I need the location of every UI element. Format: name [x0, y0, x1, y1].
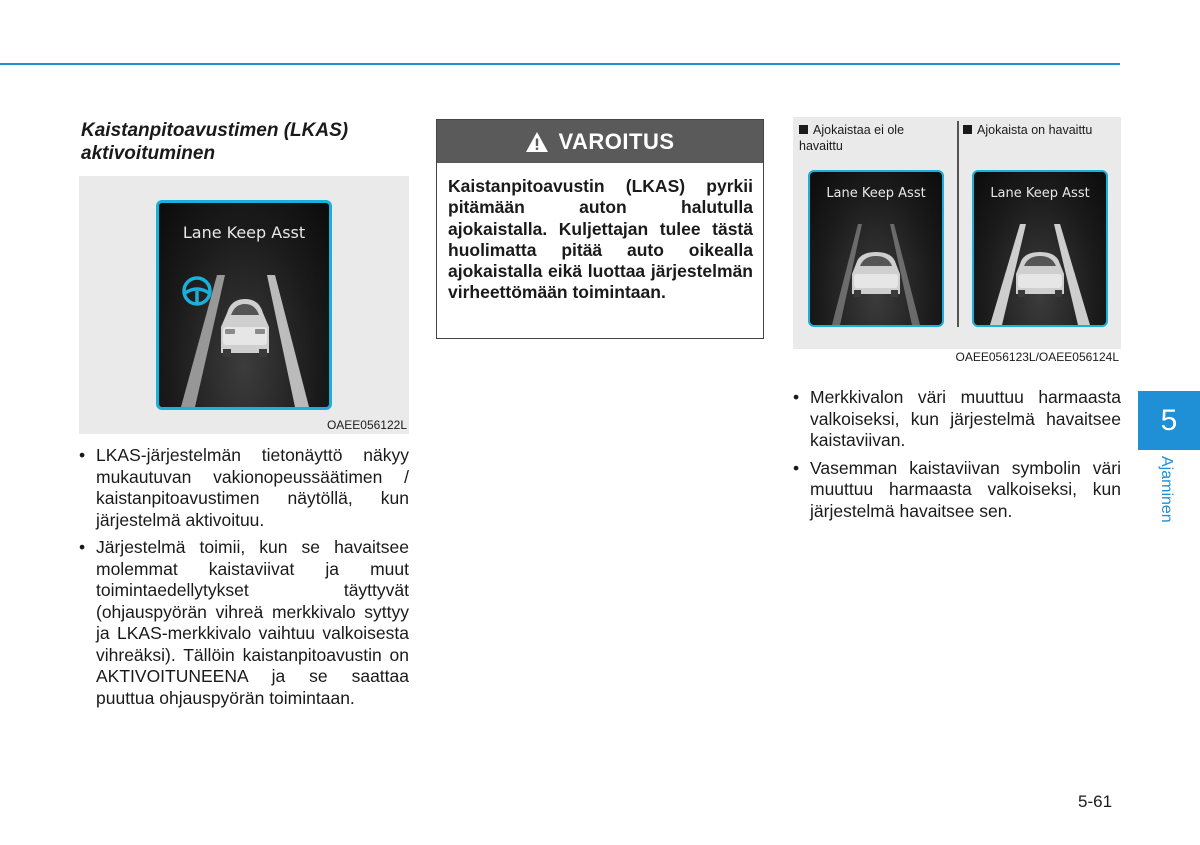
chapter-label: Ajaminen: [1158, 456, 1175, 523]
list-item: • LKAS-järjestelmän tietonäyttö näkyy mukautuvan vakionopeussäätimen / kaistanpitoavustimen näytöllä, kun järjestelmä aktivoituu.: [79, 445, 409, 531]
caption-not-detected: Ajokaistaa ei ole havaittu: [799, 123, 905, 153]
cluster-screen: [156, 200, 332, 410]
warning-box: [436, 119, 764, 339]
list-item: • Järjestelmä toimii, kun se havaitsee molemmat kaistaviivat ja muut toimintaedellytykset täyttyvät (ohjauspyörän vihreä merkkivalo syttyy ja LKAS-merkkivalo vaihtuu valkoisesta vihreäksi). Tällöin kaistanpitoavustin on AKTIVOITUNEENA ja se saattaa puuttua ohjauspyörän toimintaan.: [79, 537, 409, 709]
right-bullet-list: [793, 387, 1121, 528]
list-item: • Merkkivalon väri muuttuu harmaasta valkoiseksi, kun järjestelmä havaitsee kaistaviivan.: [793, 387, 1121, 452]
right-lane-line: [267, 275, 309, 407]
header-rule: [0, 63, 1120, 65]
screen-title: Lane Keep Asst: [182, 223, 306, 242]
page-number: 5-61: [1078, 792, 1113, 811]
left-lane-line: [181, 275, 225, 407]
square-bullet-icon: [799, 125, 808, 134]
list-item: • Vasemman kaistaviivan symbolin väri muuttuu harmaasta valkoiseksi, kun järjestelmä havaitsee sen.: [793, 458, 1121, 523]
caption-detected: Ajokaista on havaittu: [963, 122, 1119, 138]
steering-wheel-icon: [184, 278, 210, 304]
figure-divider: [957, 121, 959, 327]
chapter-tab: 5: [1138, 391, 1200, 450]
screen-detected: Lane Keep Asst: [972, 170, 1108, 327]
warning-header: [437, 120, 763, 163]
section-title: Kaistanpitoavustimen (LKAS) aktivoituminen: [81, 120, 349, 164]
figure-code: OAEE056122L: [326, 418, 407, 432]
square-bullet-icon: [963, 125, 972, 134]
figure-lkas-display: [79, 176, 409, 434]
car-rear-icon: [1016, 252, 1064, 297]
figure-lane-detection: [793, 117, 1121, 364]
warning-body: Kaistanpitoavustin (LKAS) pyrkii pitämään auton halutulla ajokaistalla. Kuljettajan tulee tästä huolimatta pitää auto oikealla ajokaistalla eikä luottaa järjestelmän virheettömään toimintaan.: [448, 176, 753, 303]
car-rear-icon: [852, 252, 900, 297]
figure-code: OAEE056123L/OAEE056124L: [955, 350, 1119, 364]
left-bullet-list: [79, 445, 409, 715]
warning-triangle-icon: [525, 131, 549, 153]
warning-heading: VAROITUS: [558, 128, 675, 154]
screen-not-detected: Lane Keep Asst: [808, 170, 944, 327]
car-rear-icon: [221, 299, 269, 357]
